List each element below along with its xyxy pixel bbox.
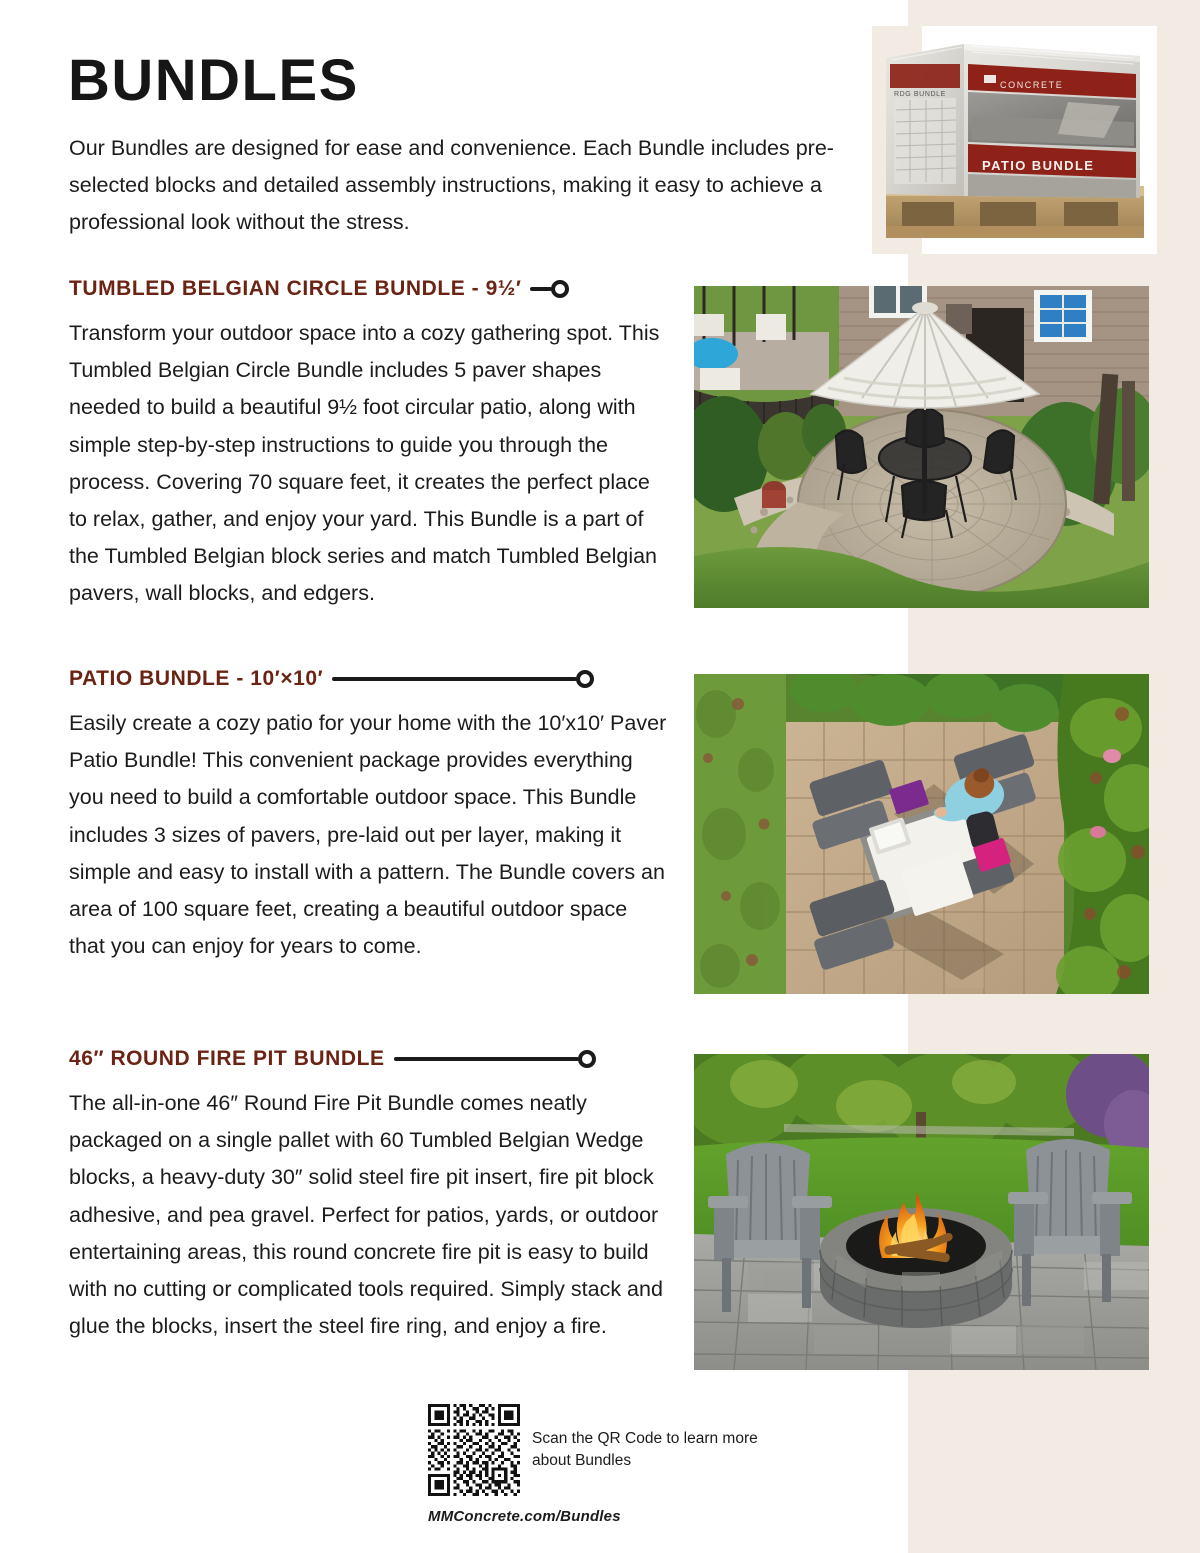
fire-pit-photo [694,1054,1149,1370]
connector-line-icon [332,670,594,688]
bundles-url[interactable]: MMConcrete.com/Bundles [428,1508,621,1525]
section-heading [69,277,669,301]
section-heading-label: PATIO BUNDLE - 10′×10′ [69,667,324,690]
section-heading-label: 46″ ROUND FIRE PIT BUNDLE [69,1047,385,1070]
page-title: BUNDLES [68,48,359,113]
intro-paragraph: Our Bundles are designed for ease and convenience. Each Bundle includes pre-selected blocks and detailed assembly instructions, making it easy to achieve a professional look without the stress. [69,136,834,235]
qr-footer [428,1404,758,1525]
section-tumbled-belgian-circle-bundle [69,277,669,613]
section-body: The all-in-one 46″ Round Fire Pit Bundle comes neatly packaged on a single pallet with 60 Tumbled Belgian Wedge blocks, a heavy-duty 30″ solid steel fire pit insert, fire pit block adhesive, and pea gravel. Perfect for patios, yards, or outdoor entertaining areas, this round concrete fire pit is easy to build with no cutting or complicated tools required. Simply stack and glue the blocks, insert the steel fire ring, and enjoy a fire. [69,1091,663,1339]
hero-pallet-image [872,26,1157,254]
svg-text:CONCRETE: CONCRETE [1000,80,1064,90]
connector-line-icon [530,280,569,298]
qr-instruction-text: Scan the QR Code to learn more about Bundles [532,1430,758,1470]
svg-text:RDG BUNDLE: RDG BUNDLE [894,91,946,98]
section-round-fire-pit-bundle [69,1047,669,1345]
section-body: Transform your outdoor space into a cozy gathering spot. This Tumbled Belgian Circle Bundle includes 5 paver shapes needed to build a beautiful 9½ foot circular patio, along with simple step-by-step instructions to guide you through the process. Covering 70 square feet, it creates the perfect place to relax, gather, and enjoy your yard. This Bundle is a part of the Tumbled Belgian block series and match Tumbled Belgian pavers, wall blocks, and edgers. [69,321,660,606]
section-heading [69,1047,669,1071]
section-patio-bundle [69,667,669,965]
section-body: Easily create a cozy patio for your home with the 10′x10′ Paver Patio Bundle! This convenient package provides everything you need to build a comfortable outdoor space. This Bundle includes 3 sizes of pavers, pre-laid out per layer, making it simple and easy to install with a pattern. The Bundle covers an area of 100 square feet, creating a beautiful outdoor space that you can enjoy for years to come. [69,711,667,959]
connector-line-icon [394,1050,596,1068]
circular-patio-photo [694,286,1149,608]
section-heading [69,667,669,691]
aerial-patio-photo [694,674,1149,994]
svg-text:PATIO BUNDLE: PATIO BUNDLE [982,158,1095,173]
qr-code-icon[interactable] [428,1404,520,1496]
section-heading-label: TUMBLED BELGIAN CIRCLE BUNDLE - 9½′ [69,277,522,300]
